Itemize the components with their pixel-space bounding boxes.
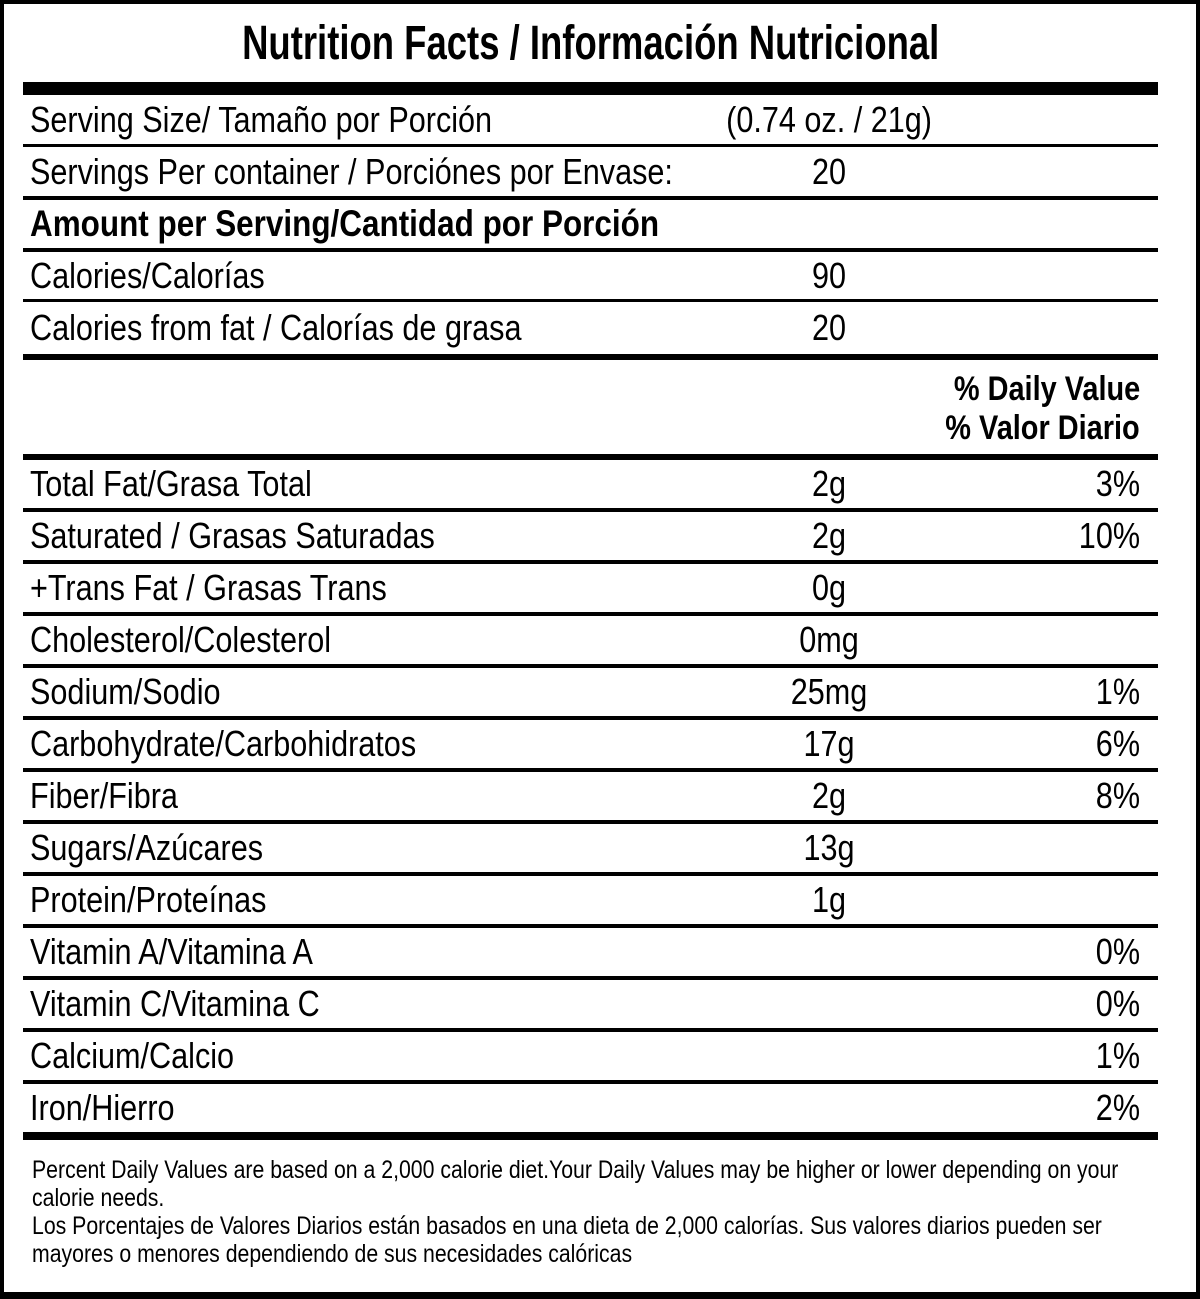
footnote-english: Percent Daily Values are based on a 2,000 calorie diet.Your Daily Values may be higher or lower depending on your calorie needs. — [32, 1156, 1119, 1212]
nutrient-amount: 2g — [811, 515, 846, 556]
nutrient-row-fiber — [23, 772, 1158, 824]
footnotes — [23, 1140, 1158, 1292]
nutrient-label: Protein/Proteínas — [30, 879, 267, 920]
nutrient-row-protein — [23, 876, 1158, 928]
nutrient-amount: 2g — [811, 775, 846, 816]
nutrient-daily-value: 6% — [1095, 723, 1140, 764]
nutrient-label: Sodium/Sodio — [30, 671, 221, 712]
footer-divider-bar — [23, 1132, 1158, 1140]
daily-value-header-es: % Valor Diario — [945, 409, 1140, 447]
nutrient-row-vitamin-a — [23, 928, 1158, 980]
nutrient-daily-value: 1% — [1095, 1035, 1140, 1076]
nutrient-label: Calcium/Calcio — [30, 1035, 235, 1076]
nutrient-row-cholesterol — [23, 616, 1158, 668]
servings-per-container-value: 20 — [811, 150, 846, 192]
nutrient-label: Saturated / Grasas Saturadas — [30, 515, 435, 556]
nutrient-row-sugars — [23, 824, 1158, 876]
nutrient-amount: 0g — [811, 567, 846, 608]
nutrient-label: +Trans Fat / Grasas Trans — [30, 567, 387, 608]
nutrient-row-carbohydrate — [23, 720, 1158, 772]
nutrient-row-sodium — [23, 668, 1158, 720]
calories-from-fat-value: 20 — [811, 307, 846, 348]
nutrient-row-saturated-fat — [23, 512, 1158, 564]
nutrient-amount: 0mg — [799, 619, 859, 660]
nutrient-daily-value: 0% — [1095, 931, 1140, 972]
page-title: Nutrition Facts / Información Nutricional — [241, 16, 940, 70]
nutrient-daily-value: 10% — [1078, 515, 1140, 556]
nutrient-label: Fiber/Fibra — [30, 775, 178, 816]
nutrient-label: Total Fat/Grasa Total — [30, 463, 312, 504]
nutrient-label: Cholesterol/Colesterol — [30, 619, 332, 660]
servings-per-container-label: Servings Per container / Porciónes por Envase: — [30, 150, 673, 192]
serving-size-row — [23, 95, 1158, 147]
nutrient-row-calcium — [23, 1032, 1158, 1084]
footnote-spanish: Los Porcentajes de Valores Diarios están basados en una dieta de 2,000 calorías. Sus valores diarios pueden ser mayores o menores dependiendo de sus necesidades calóricas — [32, 1212, 1102, 1268]
serving-size-value: (0.74 oz. / 21g) — [725, 98, 932, 140]
serving-size-label: Serving Size/ Tamaño por Porción — [30, 98, 493, 140]
nutrient-label: Carbohydrate/Carbohidratos — [30, 723, 417, 764]
nutrient-table — [23, 460, 1158, 1132]
nutrient-row-iron — [23, 1084, 1158, 1132]
nutrient-amount: 13g — [803, 827, 855, 868]
daily-value-header — [23, 360, 1158, 460]
nutrient-amount: 25mg — [790, 671, 868, 712]
nutrient-daily-value: 0% — [1095, 983, 1140, 1024]
nutrient-row-total-fat — [23, 460, 1158, 512]
nutrient-label: Iron/Hierro — [30, 1087, 175, 1128]
nutrient-daily-value: 8% — [1095, 775, 1140, 816]
calories-label: Calories/Calorías — [30, 254, 265, 296]
nutrient-daily-value: 2% — [1095, 1087, 1140, 1128]
nutrient-amount: 2g — [811, 463, 846, 504]
nutrient-amount: 17g — [803, 723, 855, 764]
nutrient-label: Vitamin C/Vitamina C — [30, 983, 320, 1024]
label-content — [23, 4, 1158, 1292]
nutrient-label: Sugars/Azúcares — [30, 827, 264, 868]
nutrient-daily-value: 1% — [1095, 671, 1140, 712]
amount-per-serving-heading-row — [23, 200, 1158, 252]
calories-row — [23, 252, 1158, 302]
calories-value: 90 — [811, 254, 846, 296]
calories-from-fat-row — [23, 302, 1158, 360]
nutrient-row-vitamin-c — [23, 980, 1158, 1032]
amount-per-serving-heading: Amount per Serving/Cantidad por Porción — [30, 203, 660, 244]
nutrient-label: Vitamin A/Vitamina A — [30, 931, 313, 972]
nutrient-row-trans-fat — [23, 564, 1158, 616]
nutrient-daily-value: 3% — [1095, 463, 1140, 504]
label-title-row — [23, 4, 1158, 82]
nutrient-amount: 1g — [811, 879, 846, 920]
daily-value-header-en: % Daily Value — [953, 370, 1140, 408]
title-divider-bar — [23, 82, 1158, 95]
servings-per-container-row — [23, 147, 1158, 200]
calories-from-fat-label: Calories from fat / Calorías de grasa — [30, 307, 522, 348]
